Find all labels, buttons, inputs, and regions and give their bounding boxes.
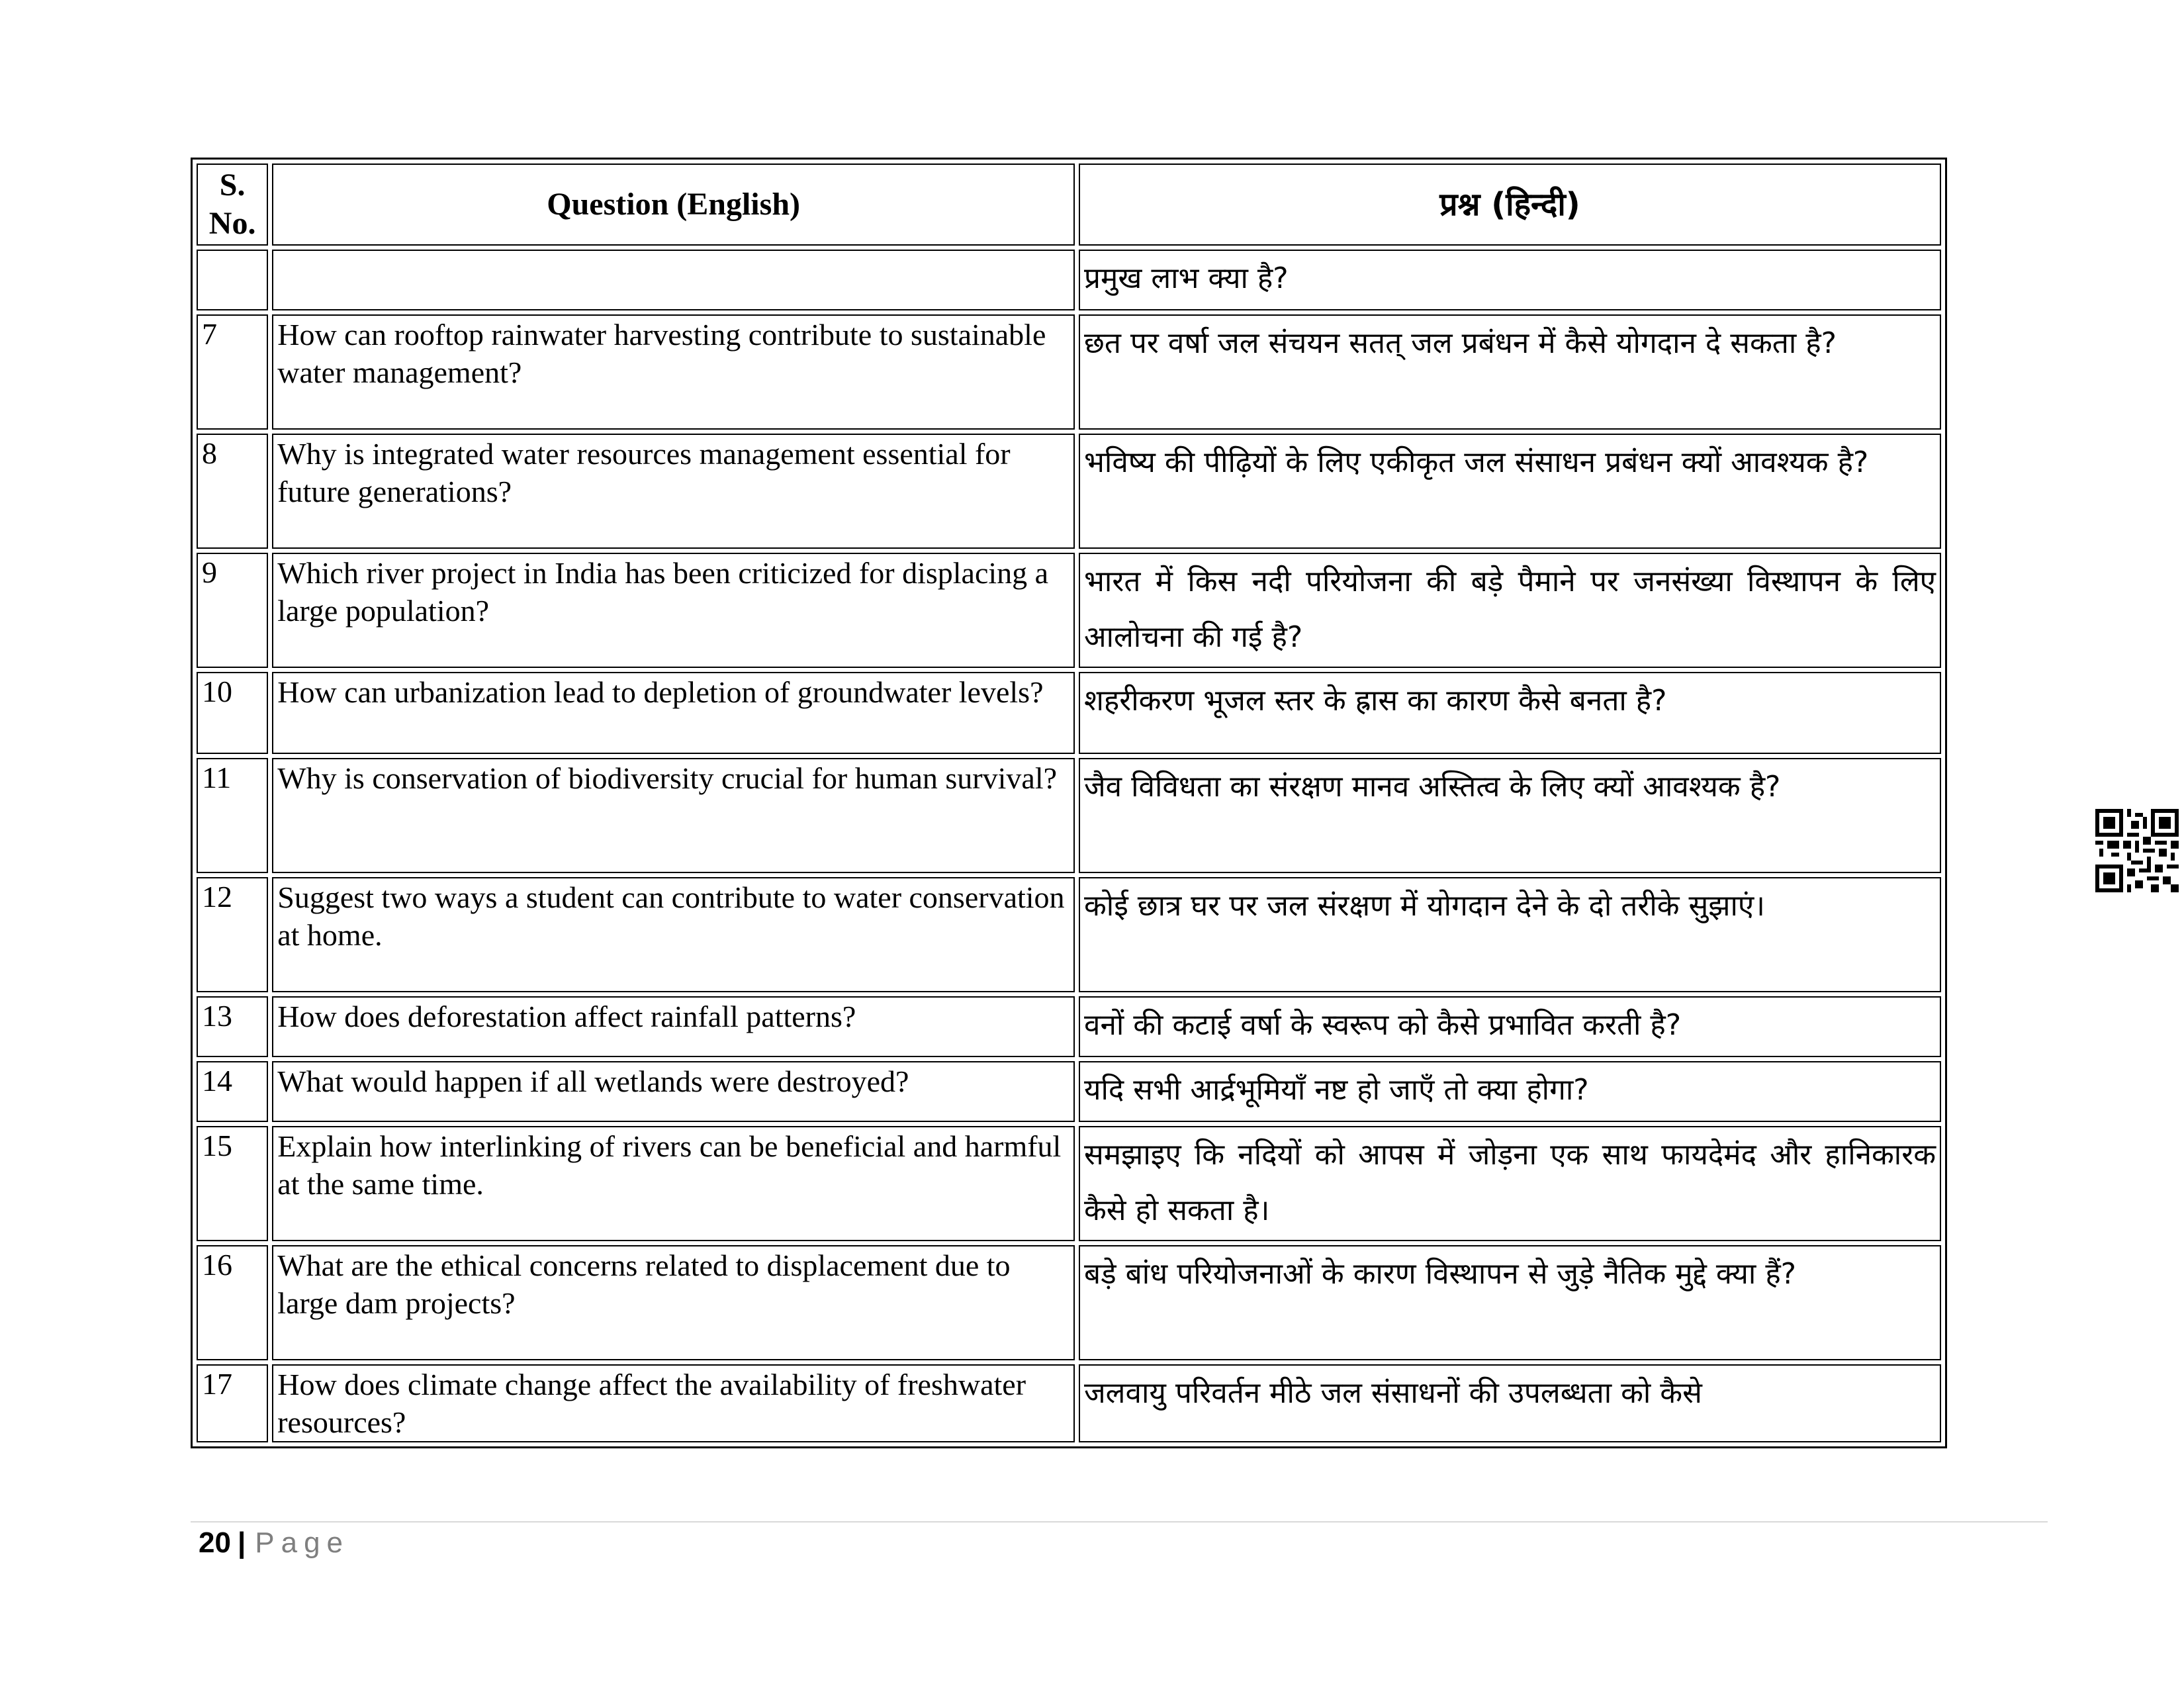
hindi-question-cell: बड़े बांध परियोजनाओं के कारण विस्थापन से जुड़े नैतिक मुद्दे क्या हैं? bbox=[1079, 1245, 1941, 1360]
sno-cell: 12 bbox=[197, 877, 268, 992]
english-question-cell: Explain how interlinking of rivers can be beneficial and harmful at the same time. bbox=[272, 1126, 1075, 1241]
table-row bbox=[197, 758, 1941, 873]
sno-cell: 16 bbox=[197, 1245, 268, 1360]
table-row bbox=[197, 434, 1941, 549]
english-question-cell bbox=[272, 250, 1075, 310]
table-row bbox=[197, 996, 1941, 1057]
sno-cell: 14 bbox=[197, 1061, 268, 1122]
english-question-cell: How can rooftop rainwater harvesting contribute to sustainable water management? bbox=[272, 314, 1075, 430]
table-row bbox=[197, 1126, 1941, 1241]
sno-cell: 11 bbox=[197, 758, 268, 873]
table-row bbox=[197, 1364, 1941, 1442]
hindi-question-cell: भविष्य की पीढ़ियों के लिए एकीकृत जल संसाधन प्रबंधन क्यों आवश्यक है? bbox=[1079, 434, 1941, 549]
sno-cell: 7 bbox=[197, 314, 268, 430]
table-row bbox=[197, 553, 1941, 668]
english-question-cell: Which river project in India has been criticized for displacing a large population? bbox=[272, 553, 1075, 668]
sno-cell: 9 bbox=[197, 553, 268, 668]
table-row bbox=[197, 672, 1941, 754]
english-question-cell: What would happen if all wetlands were destroyed? bbox=[272, 1061, 1075, 1122]
hindi-question-cell: समझाइए कि नदियों को आपस में जोड़ना एक साथ फायदेमंद और हानिकारक कैसे हो सकता है। bbox=[1079, 1126, 1941, 1241]
footer-divider bbox=[191, 1521, 2048, 1523]
hindi-question-header: प्रश्न (हिन्दी) bbox=[1079, 164, 1941, 246]
hindi-question-cell: जैव विविधता का संरक्षण मानव अस्तित्व के लिए क्यों आवश्यक है? bbox=[1079, 758, 1941, 873]
hindi-question-cell: जलवायु परिवर्तन मीठे जल संसाधनों की उपलब्धता को कैसे bbox=[1079, 1364, 1941, 1442]
english-question-cell: How does climate change affect the availability of freshwater resources? bbox=[272, 1364, 1075, 1442]
english-question-cell: Why is integrated water resources management essential for future generations? bbox=[272, 434, 1075, 549]
english-question-header: Question (English) bbox=[272, 164, 1075, 246]
footer-separator: | bbox=[237, 1526, 246, 1559]
header-row bbox=[197, 164, 1941, 246]
table-row bbox=[197, 1061, 1941, 1122]
page-label: Page bbox=[255, 1526, 350, 1559]
hindi-question-cell: शहरीकरण भूजल स्तर के ह्रास का कारण कैसे बनता है? bbox=[1079, 672, 1941, 754]
sno-cell: 8 bbox=[197, 434, 268, 549]
table-row bbox=[197, 314, 1941, 430]
english-question-cell: How does deforestation affect rainfall patterns? bbox=[272, 996, 1075, 1057]
english-question-cell: Suggest two ways a student can contribute to water conservation at home. bbox=[272, 877, 1075, 992]
sno-cell: 13 bbox=[197, 996, 268, 1057]
page-footer bbox=[199, 1526, 349, 1560]
hindi-question-cell: भारत में किस नदी परियोजना की बड़े पैमाने पर जनसंख्या विस्थापन के लिए आलोचना की गई है? bbox=[1079, 553, 1941, 668]
sno-header: S. No. bbox=[197, 164, 268, 246]
sno-cell bbox=[197, 250, 268, 310]
sno-cell: 15 bbox=[197, 1126, 268, 1241]
hindi-question-cell: यदि सभी आर्द्रभूमियाँ नष्ट हो जाएँ तो क्या होगा? bbox=[1079, 1061, 1941, 1122]
qr-code-icon bbox=[2095, 809, 2179, 892]
hindi-question-cell: प्रमुख लाभ क्या है? bbox=[1079, 250, 1941, 310]
table-row bbox=[197, 250, 1941, 310]
hindi-question-cell: वनों की कटाई वर्षा के स्वरूप को कैसे प्रभावित करती है? bbox=[1079, 996, 1941, 1057]
questions-table bbox=[191, 158, 1947, 1448]
page-number: 20 bbox=[199, 1526, 231, 1559]
english-question-cell: What are the ethical concerns related to displacement due to large dam projects? bbox=[272, 1245, 1075, 1360]
table-row bbox=[197, 877, 1941, 992]
hindi-question-cell: छत पर वर्षा जल संचयन सतत् जल प्रबंधन में कैसे योगदान दे सकता है? bbox=[1079, 314, 1941, 430]
sno-cell: 17 bbox=[197, 1364, 268, 1442]
english-question-cell: Why is conservation of biodiversity crucial for human survival? bbox=[272, 758, 1075, 873]
english-question-cell: How can urbanization lead to depletion of groundwater levels? bbox=[272, 672, 1075, 754]
hindi-question-cell: कोई छात्र घर पर जल संरक्षण में योगदान देने के दो तरीके सुझाएं। bbox=[1079, 877, 1941, 992]
sno-cell: 10 bbox=[197, 672, 268, 754]
table-row bbox=[197, 1245, 1941, 1360]
